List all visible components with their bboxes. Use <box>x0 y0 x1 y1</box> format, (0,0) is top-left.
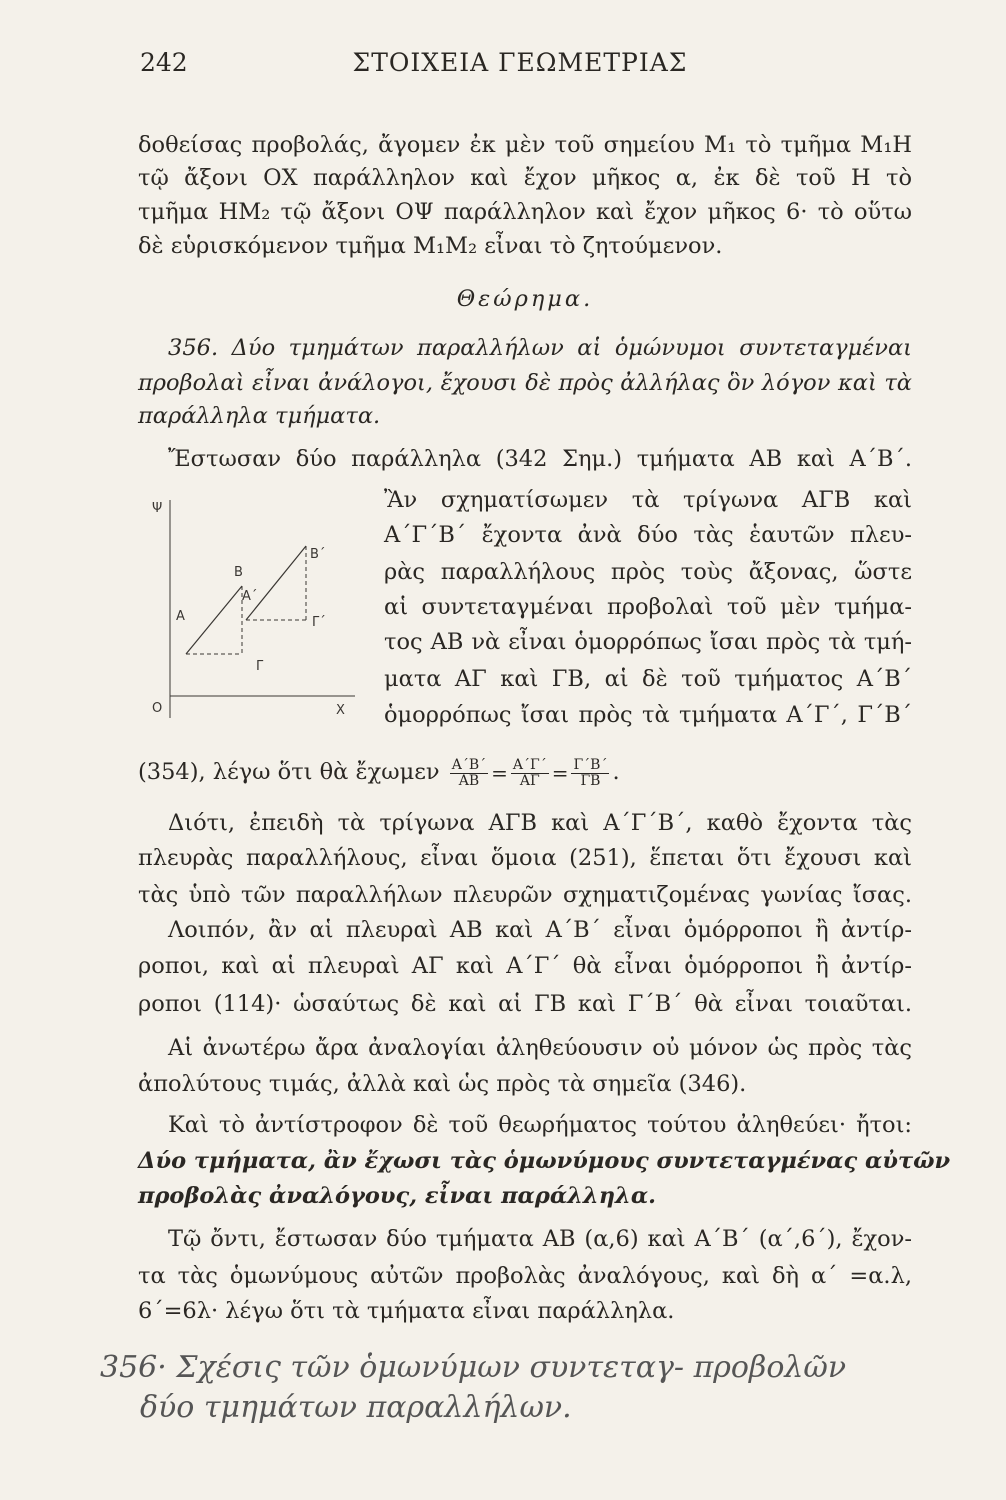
converse-line: προβολὰς ἀναλόγους, εἶναι παράλληλα. <box>138 1183 656 1209</box>
label-g: Γ <box>256 659 264 674</box>
text-line: τῷ ἄξονι ΟΧ παράλληλον καὶ ἔχον μῆκος α, ἐκ δὲ τοῦ Η τὸ <box>138 165 912 191</box>
label-x: Χ <box>336 703 345 718</box>
remark-line: ἀπολύτους τιμάς, ἀλλὰ καὶ ὡς πρὸς τὰ σημεῖα (346). <box>138 1071 747 1097</box>
label-a: Α <box>176 609 185 624</box>
text-line: Ἔστωσαν δύο παράλληλα (342 Σημ.) τμήματα ΑΒ καὶ Α΄Β΄. <box>168 446 912 472</box>
fraction <box>511 758 549 789</box>
final-line: τα τὰς ὁμωνύμους αὐτῶν προβολὰς ἀναλόγους, καὶ δὴ α΄ =α.λ, <box>138 1263 912 1289</box>
label-o: Ο <box>152 701 163 716</box>
theorem-heading: Θεώρημα. <box>456 286 594 312</box>
final-line: Τῷ ὄντι, ἔστωσαν δύο τμήματα ΑΒ (α,6) καὶ Α΄Β΄ (α΄,6΄), ἔχον- <box>168 1226 912 1252</box>
label-psi: Ψ <box>152 501 163 516</box>
text-line: τμῆμα ΗΜ₂ τῷ ἄξονι ΟΨ παράλληλον καὶ ἔχον μῆκος 6· τὸ οὕτω <box>138 199 912 225</box>
handwritten-note <box>100 1348 960 1428</box>
fraction-numerator: Α΄Β΄ <box>451 756 487 773</box>
fraction <box>571 758 609 789</box>
segment-a1b1 <box>246 546 306 620</box>
text-line: ρὰς παραλλήλους πρὸς τοὺς ἄξονας, ὥστε <box>384 559 912 585</box>
label-g1: Γ΄ <box>312 615 326 630</box>
fraction-denominator: ΓΒ <box>580 772 601 789</box>
theorem-line: προβολαὶ εἶναι ἀνάλογοι, ἔχουσι δὲ πρὸς ἀλλήλας ὃν λόγον καὶ τὰ <box>138 370 912 396</box>
text-line: ματα ΑΓ καὶ ΓΒ, αἱ δὲ τοῦ τμήματος Α΄Β΄ <box>384 666 912 692</box>
proof-line: Διότι, ἐπειδὴ τὰ τρίγωνα ΑΓΒ καὶ Α΄Γ΄Β΄, καθὸ ἔχοντα τὰς <box>168 810 912 836</box>
text-line: δὲ εὑρισκόμενον τμῆμα Μ₁Μ₂ εἶναι τὸ ζητούμενον. <box>138 233 723 259</box>
equation-line <box>138 752 912 793</box>
segment-ab <box>186 586 242 654</box>
converse-line: Δύο τμήματα, ἂν ἔχωσι τὰς ὁμωνύμους συντεταγμένας αὐτῶν <box>138 1148 951 1174</box>
fraction-numerator: Γ΄Β΄ <box>573 756 608 773</box>
equals-sign: = <box>551 761 569 785</box>
proof-line: Λοιπόν, ἂν αἱ πλευραὶ ΑΒ καὶ Α΄Β΄ εἶναι ὁμόρροποι ἢ ἀντίρ- <box>168 917 912 943</box>
text-line: δοθείσας προβολάς, ἄγομεν ἐκ μὲν τοῦ σημείου Μ₁ τὸ τμῆμα Μ₁Η <box>138 132 912 158</box>
text-line: αἱ συντεταγμέναι προβολαὶ τοῦ μὲν τμήμα- <box>384 594 912 620</box>
handwritten-line: δύο τμημάτων παραλλήλων. <box>140 1390 572 1425</box>
final-line: 6΄=6λ· λέγω ὅτι τὰ τμήματα εἶναι παράλληλα. <box>138 1298 675 1324</box>
fraction <box>450 758 488 789</box>
equals-sign: = <box>491 761 508 785</box>
figure-svg <box>130 488 370 728</box>
label-b: Β <box>234 565 243 580</box>
label-b1: Β΄ <box>310 547 326 562</box>
label-a1: Α΄ <box>242 589 258 604</box>
fraction-numerator: Α΄Γ΄ <box>512 756 547 773</box>
text-line: ὁμορρόπως ἴσαι πρὸς τὰ τμήματα Α΄Γ΄, Γ΄Β΄ <box>384 702 912 728</box>
page-number: 242 <box>140 48 188 77</box>
proof-line: πλευρὰς παραλλήλους, εἶναι ὅμοια (251), ἕπεται ὅτι ἔχουσι καὶ <box>138 845 912 871</box>
text-line: Α΄Γ΄Β΄ ἔχοντα ἀνὰ δύο τὰς ἑαυτῶν πλευ- <box>384 522 912 548</box>
equation-prefix: (354), λέγω ὅτι θὰ ἔχωμεν <box>138 759 440 785</box>
theorem-line: 356. Δύο τμημάτων παραλλήλων αἱ ὁμώνυμοι συντεταγμέναι <box>168 335 912 361</box>
text-line: Ἂν σχηματίσωμεν τὰ τρίγωνα ΑΓΒ καὶ <box>384 487 912 513</box>
handwritten-line: 356· Σχέσις τῶν ὁμωνύμων συντεταγ- προβολῶν <box>100 1350 847 1385</box>
proof-line: ροποι, καὶ αἱ πλευραὶ ΑΓ καὶ Α΄Γ΄ θὰ εἶναι ὁμόρροποι ἢ ἀντίρ- <box>138 953 912 979</box>
geometry-figure <box>130 488 370 728</box>
running-title: ΣΤΟΙΧΕΙΑ ΓΕΩΜΕΤΡΙΑΣ <box>352 48 688 77</box>
equation-end: . <box>612 759 620 785</box>
theorem-line: παράλληλα τμήματα. <box>138 403 381 429</box>
page-header <box>140 48 900 88</box>
remark-line: Αἱ ἀνωτέρω ἄρα ἀναλογίαι ἀληθεύουσιν οὐ μόνον ὡς πρὸς τὰς <box>168 1035 912 1061</box>
converse-intro: Καὶ τὸ ἀντίστροφον δὲ τοῦ θεωρήματος τούτου ἀληθεύει· ἤτοι: <box>168 1112 912 1138</box>
fraction-denominator: ΑΓ <box>519 772 540 789</box>
proof-line: ροποι (114)· ὡσαύτως δὲ καὶ αἱ ΓΒ καὶ Γ΄Β΄ θὰ εἶναι τοιαῦται. <box>138 991 912 1017</box>
text-line: τος ΑΒ νὰ εἶναι ὁμορρόπως ἴσαι πρὸς τὰ τμή- <box>384 629 912 655</box>
fraction-denominator: ΑΒ <box>458 772 480 789</box>
proof-line: τὰς ὑπὸ τῶν παραλλήλων πλευρῶν σχηματιζομένας γωνίας ἴσας. <box>138 882 912 908</box>
